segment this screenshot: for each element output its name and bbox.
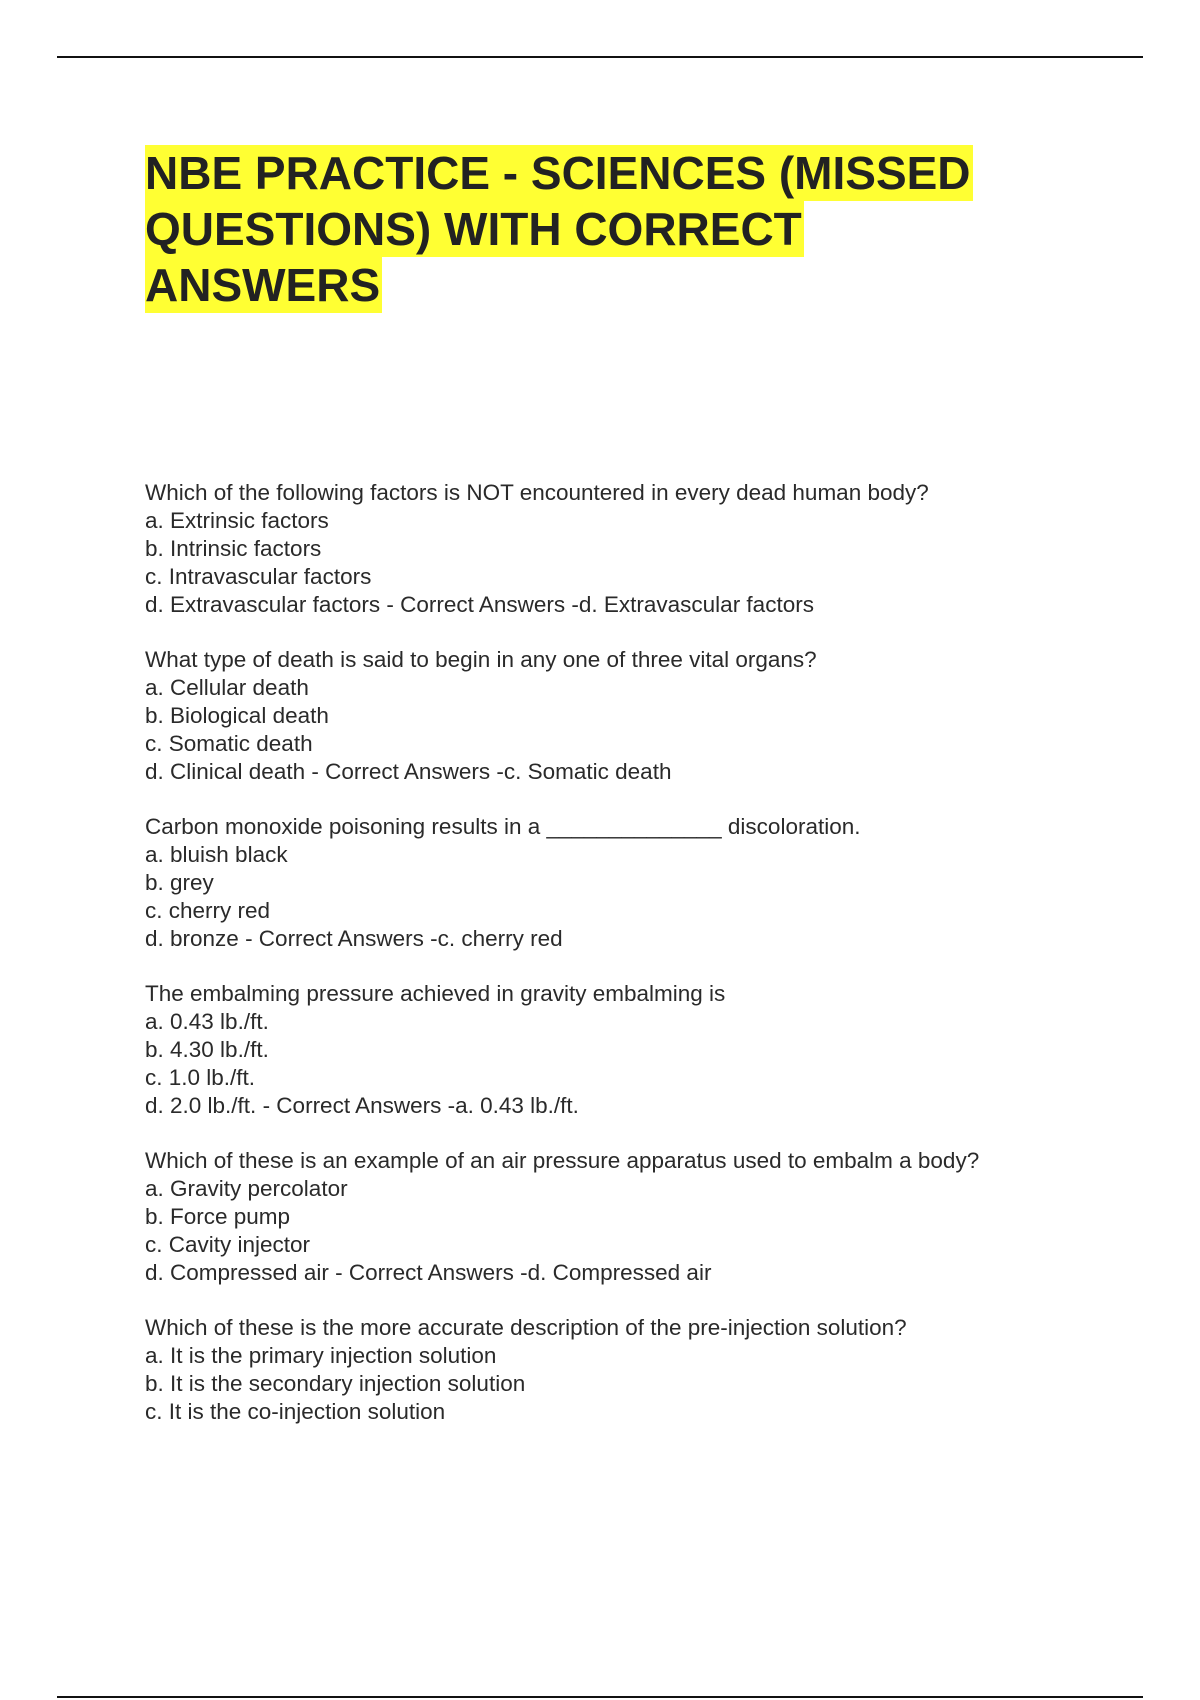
answer-option-with-correct-answer: d. Extravascular factors - Correct Answers -d. Extravascular factors xyxy=(145,592,814,617)
answer-option: b. It is the secondary injection solution xyxy=(145,1371,526,1396)
answer-option: c. Cavity injector xyxy=(145,1232,311,1257)
answer-option-with-correct-answer: d. bronze - Correct Answers -c. cherry red xyxy=(145,926,563,951)
answer-option: c. 1.0 lb./ft. xyxy=(145,1065,256,1090)
answer-option: c. Somatic death xyxy=(145,731,313,756)
question-stem: Carbon monoxide poisoning results in a ______________ discoloration. xyxy=(145,814,861,839)
question-1 xyxy=(145,479,1125,619)
question-stem: What type of death is said to begin in any one of three vital organs? xyxy=(145,647,817,672)
question-5 xyxy=(145,1147,1125,1287)
answer-option: a. Cellular death xyxy=(145,675,309,700)
question-stem: Which of these is an example of an air pressure apparatus used to embalm a body? xyxy=(145,1148,980,1173)
answer-option: a. 0.43 lb./ft. xyxy=(145,1009,269,1034)
answer-option: b. Intrinsic factors xyxy=(145,536,322,561)
title-line-2: QUESTIONS) WITH CORRECT xyxy=(145,203,802,255)
title-line-3: ANSWERS xyxy=(145,259,381,311)
answer-option: b. Force pump xyxy=(145,1204,291,1229)
question-stem: Which of these is the more accurate description of the pre-injection solution? xyxy=(145,1315,907,1340)
answer-option: c. It is the co-injection solution xyxy=(145,1399,446,1424)
question-3 xyxy=(145,813,1125,953)
answer-option: a. Gravity percolator xyxy=(145,1176,348,1201)
answer-option: a. Extrinsic factors xyxy=(145,508,329,533)
answer-option: a. bluish black xyxy=(145,842,288,867)
top-rule xyxy=(57,56,1143,58)
answer-option: c. cherry red xyxy=(145,898,271,923)
question-2 xyxy=(145,646,1125,786)
answer-option-with-correct-answer: d. Clinical death - Correct Answers -c. Somatic death xyxy=(145,759,672,784)
question-list xyxy=(145,479,1125,1453)
title-line-1: NBE PRACTICE - SCIENCES (MISSED xyxy=(145,147,971,199)
answer-option-with-correct-answer: d. 2.0 lb./ft. - Correct Answers -a. 0.43 lb./ft. xyxy=(145,1093,579,1118)
question-4 xyxy=(145,980,1125,1120)
question-stem: The embalming pressure achieved in gravity embalming is xyxy=(145,981,726,1006)
answer-option: a. It is the primary injection solution xyxy=(145,1343,497,1368)
answer-option: b. grey xyxy=(145,870,214,895)
answer-option: c. Intravascular factors xyxy=(145,564,372,589)
question-6 xyxy=(145,1314,1125,1426)
document-title xyxy=(145,145,1045,313)
answer-option-with-correct-answer: d. Compressed air - Correct Answers -d. Compressed air xyxy=(145,1260,712,1285)
question-stem: Which of the following factors is NOT encountered in every dead human body? xyxy=(145,480,929,505)
answer-option: b. Biological death xyxy=(145,703,329,728)
bottom-rule xyxy=(57,1696,1143,1698)
answer-option: b. 4.30 lb./ft. xyxy=(145,1037,269,1062)
